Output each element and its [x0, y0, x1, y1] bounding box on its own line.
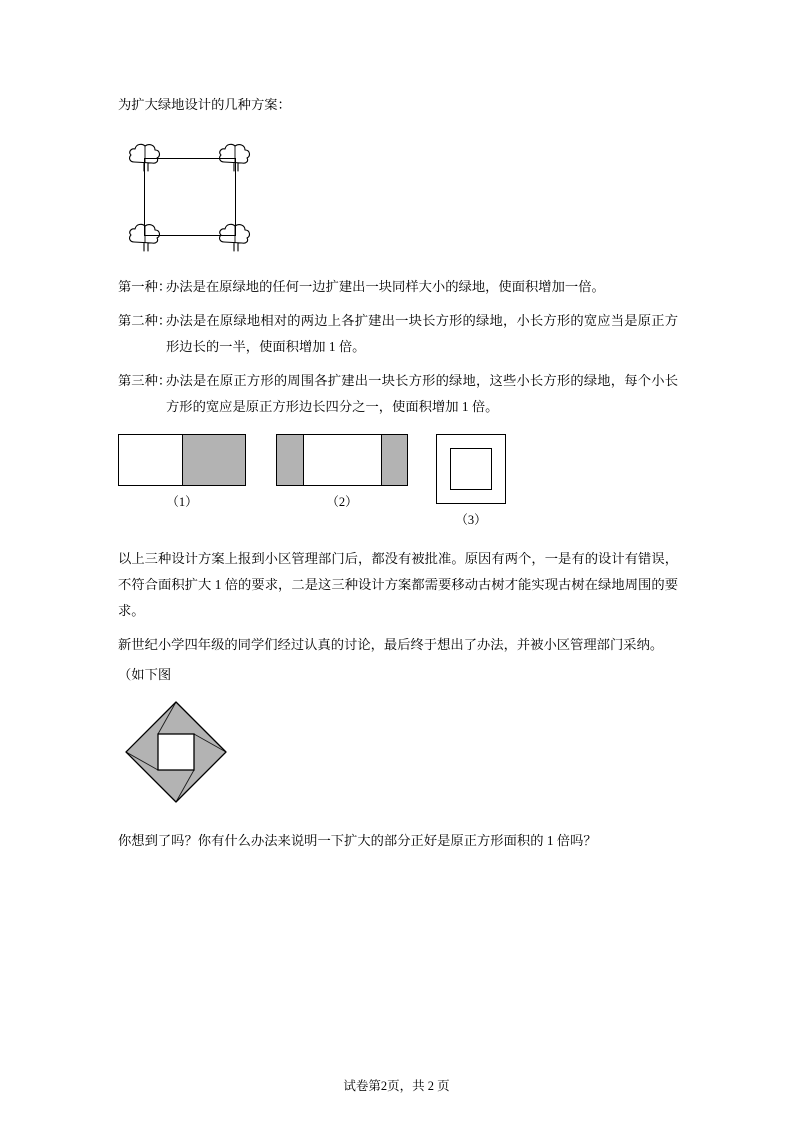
plan-1-paragraph: [118, 274, 678, 300]
plan-1-text: 办法是在原绿地的任何一边扩建出一块同样大小的绿地，使面积增加一倍。: [166, 279, 605, 294]
plan-1-extension: [182, 435, 245, 485]
plan-3-original-square: [450, 448, 492, 490]
intro-paragraph: 为扩大绿地设计的几种方案：: [118, 97, 291, 112]
plan-2-label: 第二种：: [118, 313, 172, 328]
paragraph-rejection: 以上三种设计方案上报到小区管理部门后，都没有被批准。原因有两个，一是有的设计有错误，不符合面积扩大 1 倍的要求，二是这三种设计方案都需要移动古树才能实现古树在绿地周围的要求。: [118, 551, 678, 618]
plan-3-paragraph: [118, 368, 678, 420]
plan-1-diagram: [118, 434, 246, 509]
plan-2-diagram: [276, 434, 408, 509]
plan-3-caption: （3）: [455, 513, 487, 527]
plan-2-divider-left: [303, 435, 304, 485]
plan-2-divider-right: [381, 435, 382, 485]
paragraph-see-figure: （如下图: [118, 667, 172, 682]
tree-icon: [216, 138, 256, 172]
diamond-inner-square: [158, 734, 194, 770]
plan-2-paragraph: [118, 308, 678, 360]
document-body: [118, 92, 678, 862]
tree-icon: [126, 218, 166, 252]
plan-2-extension-left: [277, 435, 303, 485]
tree-icon: [126, 138, 166, 172]
plan-1-caption: （1）: [166, 495, 198, 509]
plan-3-label: 第三种：: [118, 373, 172, 388]
question-paragraph: 你想到了吗？你有什么办法来说明一下扩大的部分正好是原正方形面积的 1 倍吗？: [118, 833, 597, 848]
plan-2-text: 办法是在原绿地相对的两边上各扩建出一块长方形的绿地，小长方形的宽应当是原正方形边长的一半，使面积增加 1 倍。: [166, 313, 678, 354]
paragraph-new-plan: 新世纪小学四年级的同学们经过认真的讨论，最后终于想出了办法，并被小区管理部门采纳。: [118, 637, 664, 652]
plan-2-caption: （2）: [326, 495, 358, 509]
plan-diagrams: [118, 434, 678, 527]
plan-3-box: [436, 434, 506, 504]
tree-icon: [216, 218, 256, 252]
plan-2-extension-right: [381, 435, 407, 485]
tree-square-figure: [126, 130, 286, 260]
plan-3-diagram: [436, 434, 506, 527]
page-footer: 试卷第2页，共 2 页: [343, 1079, 450, 1093]
plan-2-box: [276, 434, 408, 486]
plan-3-text: 办法是在原正方形的周围各扩建出一块长方形的绿地，这些小长方形的绿地，每个小长方形的宽应是原正方形边长四分之一，使面积增加 1 倍。: [166, 373, 678, 414]
plan-1-divider: [182, 435, 183, 485]
diamond-figure: [124, 700, 264, 804]
plan-1-label: 第一种：: [118, 279, 172, 294]
plan-1-box: [118, 434, 246, 486]
